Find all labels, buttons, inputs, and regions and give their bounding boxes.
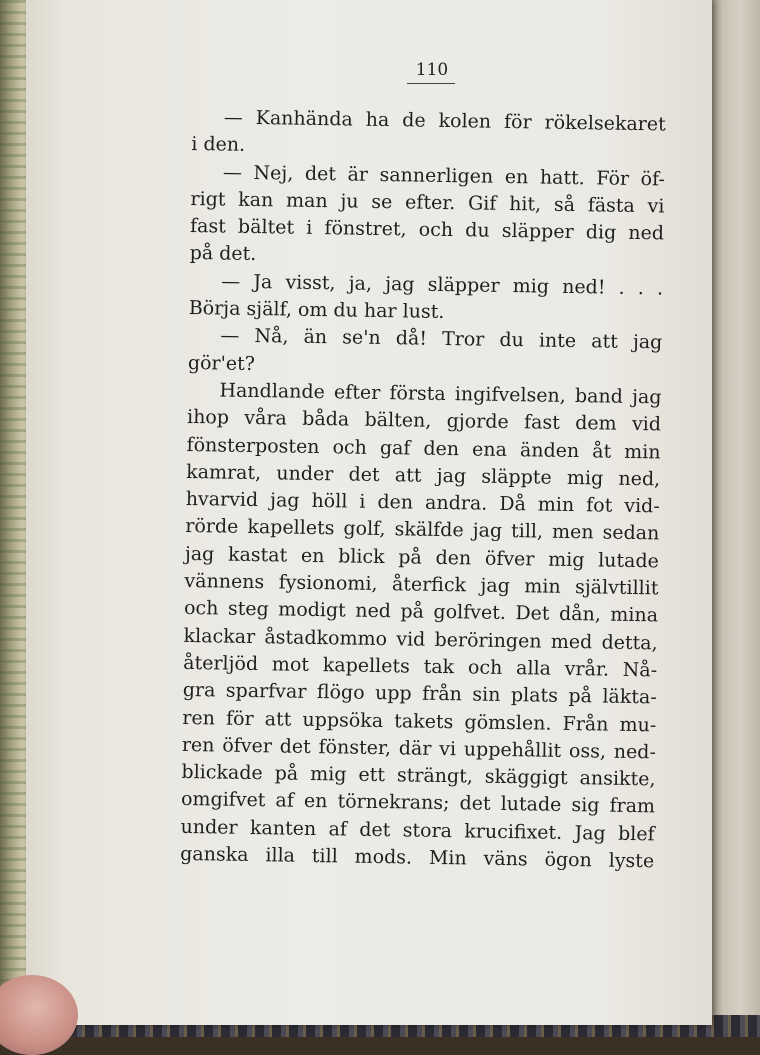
text-line: återljöd mot kapellets tak och alla vrår. Nå- xyxy=(183,651,658,682)
text-line: — Kanhända ha de kolen för rökelsekaret xyxy=(223,106,666,136)
page-number-rule xyxy=(407,83,455,84)
body-text xyxy=(180,104,666,876)
text-line: hvarvid jag höll i den andra. Då min fot vid- xyxy=(185,488,660,518)
text-line: — Nej, det är sannerligen en hatt. För öf- xyxy=(222,161,666,191)
text-line: under kanten af det stora krucifixet. Jag blef xyxy=(180,815,655,846)
text-line: jag kastat en blick på den öfver mig lutade xyxy=(184,542,660,573)
text-line: och steg modigt ned på golfvet. Det dån, mina xyxy=(183,597,659,627)
text-line: ganska illa till mods. Min väns ögon lyste xyxy=(180,842,655,873)
page-number: 110 xyxy=(415,60,449,80)
text-line: gör'et? xyxy=(187,351,256,375)
text-line: i den. xyxy=(191,133,246,157)
text-line: blickade på mig ett strängt, skäggigt ansikte, xyxy=(181,761,656,791)
text-line: klackar åstadkommo vid beröringen med detta, xyxy=(183,624,658,655)
book-page xyxy=(26,0,712,1025)
text-line: fast bältet i fönstret, och du släpper dig ned xyxy=(189,215,665,245)
text-line: rörde kapellets golf, skälfde jag till, men sedan xyxy=(185,515,660,545)
text-line: fönsterposten och gaf den ena änden åt min xyxy=(186,433,661,463)
text-line: ren öfver det fönster, där vi uppehållit oss, ned- xyxy=(181,733,657,764)
text-line: kamrat, under det att jag släppte mig ned, xyxy=(186,460,661,491)
text-line: vännens fysionomi, återfick jag min självtillit xyxy=(184,569,659,600)
page-edges xyxy=(710,0,760,1037)
text-line: gra sparfvar flögo upp från sin plats på läkta- xyxy=(182,679,657,709)
text-line: omgifvet af en törnekrans; det lutade sig fram xyxy=(180,788,656,818)
text-line: — Ja visst, ja, jag släpper mig ned! . . . xyxy=(221,270,664,300)
text-line: rigt kan man ju se efter. Gif hit, så fästa vi xyxy=(190,187,665,218)
text-line: ren för att uppsöka takets gömslen. Från mu- xyxy=(182,706,657,736)
text-line: Handlande efter första ingifvelsen, band jag xyxy=(219,379,662,409)
text-line: ihop våra båda bälten, gjorde fast dem vid xyxy=(186,406,662,436)
text-line: Börja själf, om du har lust. xyxy=(188,297,445,324)
text-line: — Nå, än se'n då! Tror du inte att jag xyxy=(220,324,663,354)
text-line: på det. xyxy=(189,242,257,266)
